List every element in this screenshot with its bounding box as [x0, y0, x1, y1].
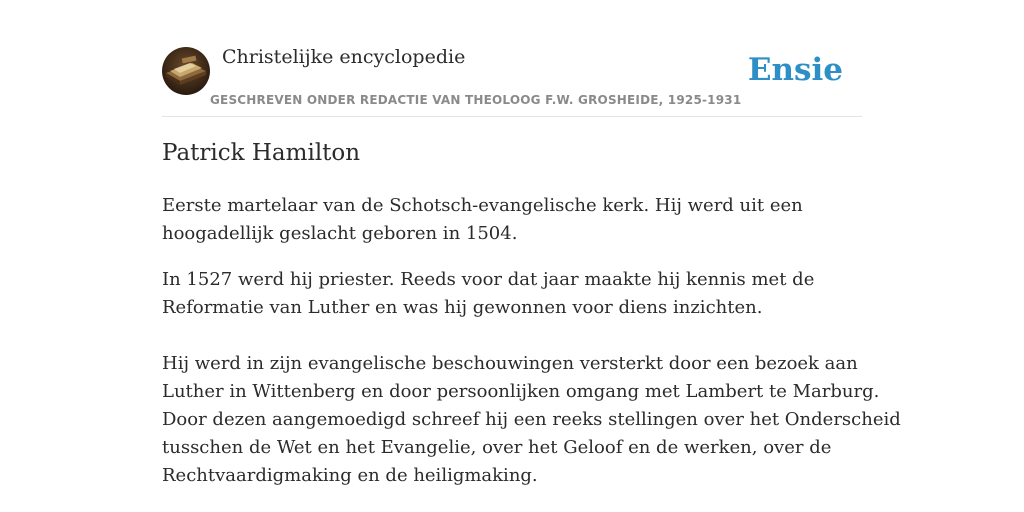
paragraph-line: Luther in Wittenberg en door persoonlijken omgang met Lambert te Marburg. — [162, 381, 880, 402]
article-paragraph-1 — [162, 192, 862, 248]
brand-logo[interactable]: Ensie — [747, 52, 843, 88]
paragraph-line: Hij werd in zijn evangelische beschouwingen versterkt door een bezoek aan — [162, 353, 858, 374]
avatar[interactable] — [162, 47, 210, 95]
site-subtitle: GESCHREVEN ONDER REDACTIE VAN THEOLOOG F.W. GROSHEIDE, 1925-1931 — [210, 93, 742, 107]
paragraph-line: Door dezen aangemoedigd schreef hij een reeks stellingen over het Onderscheid — [162, 409, 901, 430]
paragraph-line: hoogadellijk geslacht geboren in 1504. — [162, 223, 518, 244]
site-title[interactable]: Christelijke encyclopedie — [222, 46, 466, 68]
site-header — [162, 46, 862, 117]
paragraph-line: Eerste martelaar van de Schotsch-evangelische kerk. Hij werd uit een — [162, 195, 803, 216]
article-title: Patrick Hamilton — [162, 140, 361, 166]
article-paragraph-3 — [162, 350, 901, 490]
paragraph-line: In 1527 werd hij priester. Reeds voor dat jaar maakte hij kennis met de — [162, 269, 815, 290]
paragraph-line: Reformatie van Luther en was hij gewonnen voor diens inzichten. — [162, 297, 763, 318]
books-photo-icon — [162, 47, 210, 95]
paragraph-line: tusschen de Wet en het Evangelie, over het Geloof en de werken, over de — [162, 437, 832, 458]
paragraph-line: Rechtvaardigmaking en de heiligmaking. — [162, 465, 538, 486]
article-paragraph-2 — [162, 266, 862, 322]
